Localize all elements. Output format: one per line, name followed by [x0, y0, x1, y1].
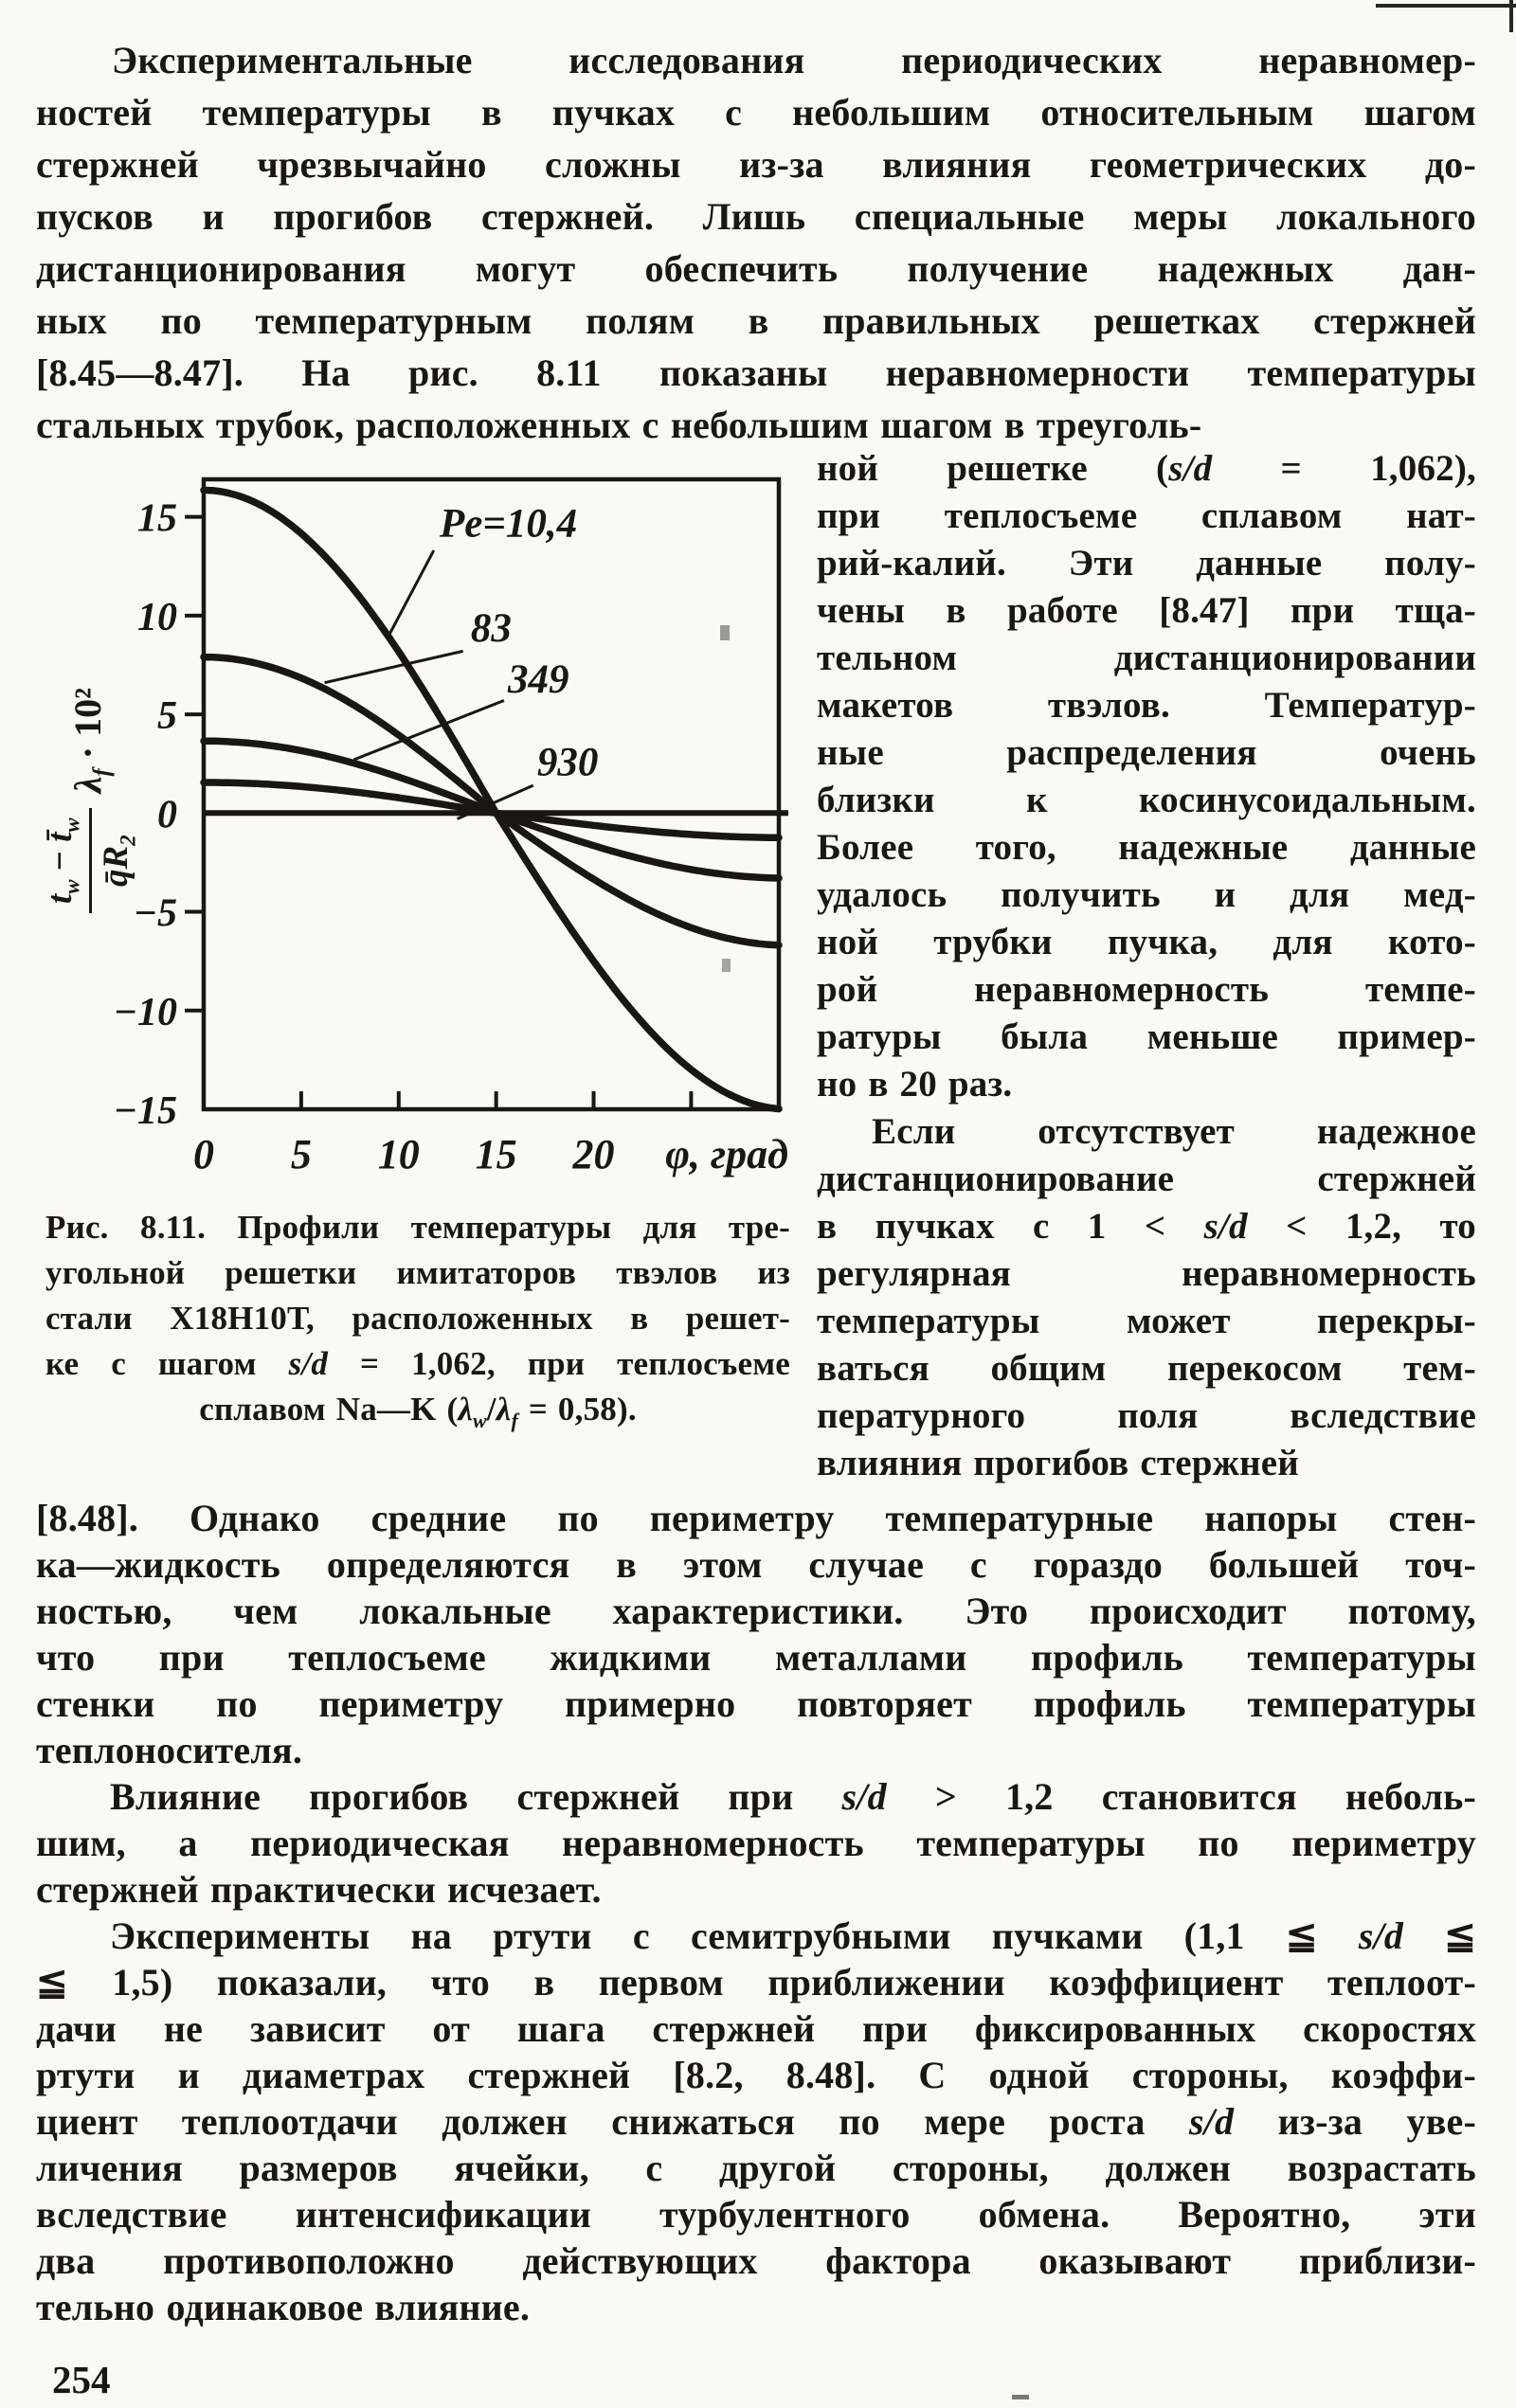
text-line: температуры может перекры- — [817, 1301, 1476, 1341]
curve-Pe=10,4 — [204, 491, 779, 1109]
text-line: пусков и прогибов стержней. Лишь специальные меры локального — [36, 195, 1476, 238]
curve-label-Pe=10,4: Pe=10,4 — [439, 501, 578, 547]
text-line: [8.45—8.47]. На рис. 8.11 показаны неравномерности температуры — [36, 351, 1476, 394]
curve-930 — [204, 782, 779, 837]
paragraph-top — [36, 34, 1476, 451]
y-tick-label: −5 — [133, 891, 177, 936]
bottom-text-block — [36, 1495, 1476, 2330]
figure-caption — [45, 1205, 790, 1444]
text-line: вследствие интенсификации турбулентного обмена. Вероятно, эти — [36, 2193, 1476, 2236]
text-line: ваться общим перекосом тем- — [817, 1348, 1476, 1389]
text-line: Эксперименты на ртути с семитрубными пучками (1,1 ≦ s/d ≦ — [110, 1914, 1476, 1957]
text-line: что при теплосъеме жидкими металлами профиль температуры — [36, 1636, 1476, 1679]
text-line: удалось получить и для мед- — [817, 874, 1476, 915]
text-line: Рис. 8.11. Профили температуры для тре- — [45, 1209, 790, 1246]
page-number: 254 — [52, 2358, 111, 2401]
y-axis-label-suffix: $\lambda_f \cdot 10^2$ — [65, 687, 115, 794]
text-line: чены в работе [8.47] при тща- — [817, 590, 1476, 631]
text-line: но в 20 раз. — [817, 1064, 1013, 1105]
text-line: два противоположно действующих фактора оказывают приблизи- — [36, 2239, 1476, 2282]
curve-label-83: 83 — [470, 605, 512, 651]
leader-line-83 — [325, 651, 463, 682]
text-line: ка—жидкость определяются в этом случае с гораздо большей точ- — [36, 1543, 1476, 1586]
text-line: ностей температуры в пучках с небольшим относительным шагом — [36, 91, 1476, 134]
right-text-column — [817, 445, 1476, 1487]
text-line: регулярная неравномерность — [817, 1253, 1476, 1294]
text-line: макетов твэлов. Температур- — [817, 685, 1476, 726]
scan-artifact — [1376, 4, 1516, 8]
text-line: пературного поля вследствие — [817, 1395, 1476, 1436]
paragraph-mercury-experiments — [36, 1913, 1476, 2330]
text-line: угольной решетки имитаторов твэлов из — [45, 1254, 790, 1291]
fraction-numerator: $t_w$ − $t̄_w$ — [40, 808, 92, 913]
text-line: ностью, чем локальные характеристики. Это происходит потому, — [36, 1590, 1476, 1632]
text-line: Более того, надежные данные — [817, 827, 1476, 868]
text-line: Если отсутствует надежное — [872, 1111, 1476, 1152]
x-tick-label: 10 — [377, 1131, 420, 1177]
text-line: [8.48]. Однако средние по периметру температурные напоры стен- — [36, 1497, 1476, 1539]
text-line: сплавом Na—K $(\lambda_w/\lambda_f = 0,58)$. — [199, 1391, 637, 1432]
leader-line-349 — [353, 700, 503, 760]
curve-label-349: 349 — [507, 657, 569, 703]
paragraph-new — [817, 1108, 1476, 1487]
text-line: шим, а периодическая неравномерность температуры по периметру — [36, 1822, 1476, 1864]
text-line: тельно одинаковое влияние. — [36, 2286, 531, 2328]
text-line: ≦ 1,5) показали, что в первом приближении коэффициент теплоот- — [36, 1961, 1476, 2004]
text-line: при теплосъеме сплавом нат- — [817, 495, 1476, 536]
text-line: рий-калий. Эти данные полу- — [817, 543, 1476, 584]
y-tick-label: 5 — [157, 694, 177, 739]
curve-label-930: 930 — [536, 740, 599, 785]
y-tick-label: 10 — [137, 595, 177, 639]
x-tick-label: 20 — [572, 1131, 615, 1177]
text-line: в пучках с 1 < s/d < 1,2, то — [817, 1206, 1476, 1247]
text-line: ке с шагом s/d = 1,062, при теплосъеме — [45, 1345, 791, 1382]
text-line: ртути и диаметрах стержней [8.2, 8.48]. С одной стороны, коэффи- — [36, 2054, 1476, 2096]
x-tick-label: 0 — [193, 1131, 214, 1177]
text-line: влияния прогибов стержней — [817, 1443, 1299, 1483]
text-line: дистанционирования могут обеспечить получение надежных дан- — [36, 247, 1476, 290]
x-tick-label: 5 — [290, 1131, 312, 1177]
text-line: ратуры была меньше пример- — [817, 1016, 1476, 1057]
y-tick-label: 0 — [157, 793, 177, 837]
text-line: ных по температурным полям в правильных решетках стержней — [36, 299, 1476, 342]
y-axis-fraction — [40, 808, 141, 913]
text-line: ные распределения очень — [817, 732, 1476, 773]
paragraph-continuation — [817, 445, 1476, 1108]
text-line: циент теплоотдачи должен снижаться по мере роста s/d из-за уве- — [36, 2100, 1476, 2143]
text-line: стальных трубок, расположенных с небольшим шагом в треуголь- — [36, 404, 1202, 446]
y-tick-label: −10 — [113, 990, 177, 1034]
chart-y-axis-label — [33, 644, 147, 957]
paragraph-continuation — [36, 1495, 1476, 1773]
y-tick-label: 15 — [137, 496, 177, 541]
x-axis-unit-label: φ, град — [665, 1131, 788, 1177]
text-line: дачи не зависит от шага стержней при фиксированных скоростях — [36, 2007, 1476, 2050]
y-tick-label: −15 — [113, 1089, 177, 1133]
paragraph-deflections — [36, 1773, 1476, 1913]
chart-frame — [204, 479, 779, 1109]
text-line: стержней практически исчезает. — [36, 1868, 602, 1911]
text-line: стали Х18Н10Т, расположенных в решет- — [45, 1300, 790, 1337]
fraction-denominator: $q̄R_2$ — [97, 835, 140, 888]
scan-artifact — [1012, 2395, 1029, 2399]
text-line: Влияние прогибов стержней при s/d > 1,2 становится неболь- — [110, 1775, 1476, 1818]
text-line: стенки по периметру примерно повторяет профиль температуры — [36, 1682, 1476, 1725]
text-line: близки к косинусоидальным. — [817, 780, 1476, 820]
text-line: рой неравномерность темпе- — [817, 969, 1476, 1010]
text-line: ной решетке (s/d = 1,062), — [817, 448, 1476, 489]
figure-8-11 — [28, 443, 805, 1201]
text-line: дистанционирование стержней — [817, 1159, 1476, 1199]
text-line: личения размеров ячейки, с другой стороны, должен возрастать — [36, 2147, 1476, 2189]
text-line: тельном дистанционировании — [817, 638, 1476, 678]
text-line: теплоносителя. — [36, 1729, 303, 1771]
text-line: ной трубки пучка, для кото- — [817, 922, 1476, 962]
text-line: стержней чрезвычайно сложны из-за влияния геометрических до- — [36, 143, 1476, 186]
scan-artifact — [1509, 0, 1513, 32]
text-line: Экспериментальные исследования периодических неравномер- — [112, 39, 1476, 81]
x-tick-label: 15 — [475, 1131, 517, 1177]
leader-line-Pe=10,4 — [388, 550, 433, 636]
